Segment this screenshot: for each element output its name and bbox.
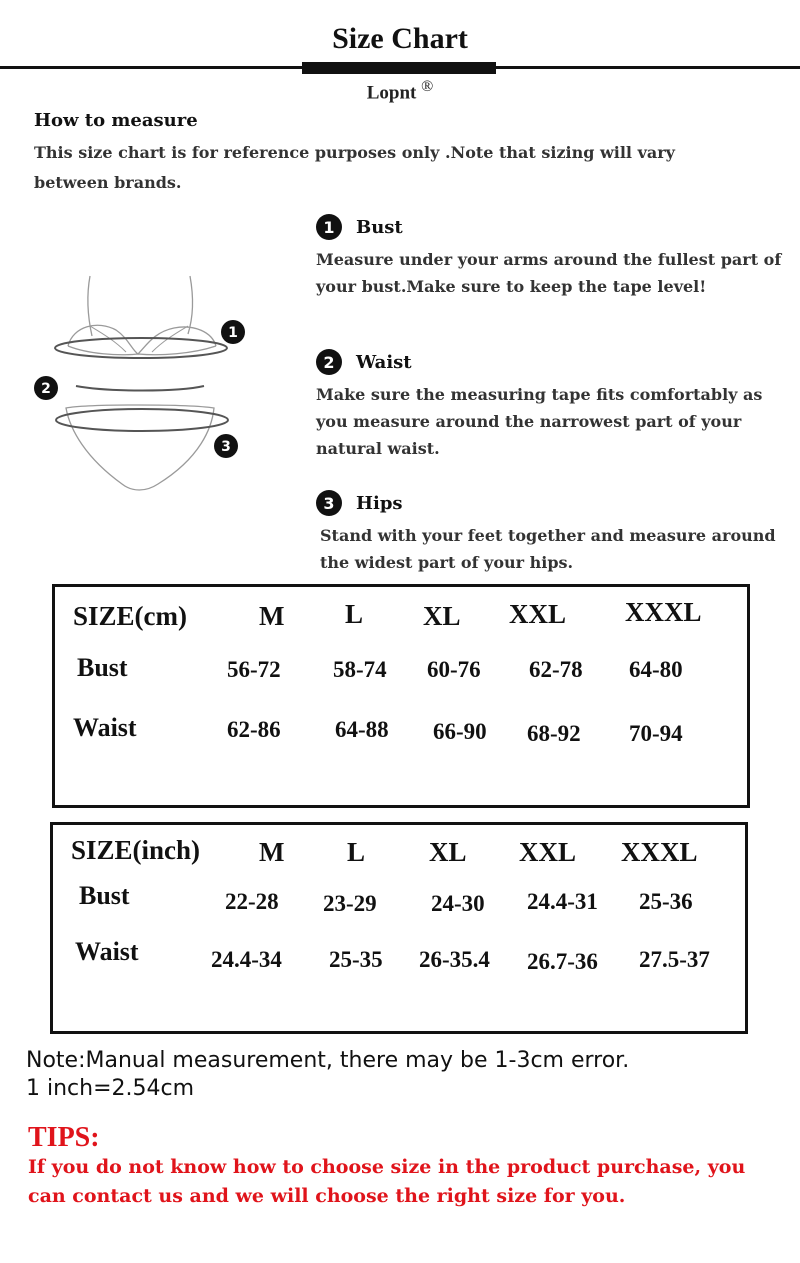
step-waist	[316, 349, 786, 462]
table-cell: 22-28	[225, 889, 279, 914]
brand-name	[0, 78, 800, 104]
table-cell: 68-92	[527, 721, 581, 746]
table-cell: 26.7-36	[527, 949, 598, 974]
how-to-measure-heading: How to measure	[34, 110, 198, 131]
table-cell: 56-72	[227, 657, 281, 682]
table-header-cell: XXL	[509, 599, 567, 629]
table-cell: 62-78	[529, 657, 583, 682]
table-cell: 24-30	[431, 891, 485, 916]
table-cell: 64-88	[335, 717, 389, 742]
table-cell: 58-74	[333, 657, 387, 682]
row-label: Bust	[79, 881, 130, 910]
size-table-inch	[50, 822, 748, 1034]
table-header-cell: SIZE(cm)	[73, 601, 187, 631]
step-description: Stand with your feet together and measure around the widest part of your hips.	[320, 526, 776, 572]
page-title: Size Chart	[332, 22, 468, 55]
registered-mark: ®	[421, 78, 434, 95]
table-header-cell: XXXL	[625, 597, 702, 627]
table-cell: 62-86	[227, 717, 281, 742]
note-line-1: Note:Manual measurement, there may be 1-3cm error.	[26, 1048, 630, 1073]
table-header-cell: L	[345, 599, 364, 629]
step-number-1-icon: 1	[316, 214, 342, 240]
step-number-3-icon: 3	[316, 490, 342, 516]
step-number-2-icon: 2	[316, 349, 342, 375]
step-title: Waist	[356, 351, 412, 373]
table-cell: 60-76	[427, 657, 481, 682]
svg-text:3: 3	[221, 439, 231, 455]
note-line-2: 1 inch=2.54cm	[26, 1076, 195, 1101]
table-cell: 70-94	[629, 721, 683, 746]
table-header-cell: SIZE(inch)	[71, 835, 201, 865]
table-cell: 24.4-34	[211, 947, 282, 972]
table-cell: 25-36	[639, 889, 693, 914]
step-hips	[316, 490, 786, 576]
how-to-measure-intro: This size chart is for reference purposes only .Note that sizing will vary between brands.	[34, 143, 675, 192]
size-table-cm	[52, 584, 750, 808]
step-description: Measure under your arms around the fullest part of your bust.Make sure to keep the tape level!	[316, 250, 782, 296]
svg-text:1: 1	[228, 325, 238, 341]
row-label: Bust	[77, 653, 128, 682]
table-cell: 26-35.4	[419, 947, 490, 972]
row-label: Waist	[73, 713, 137, 742]
table-header-cell: M	[259, 837, 285, 867]
table-cell: 25-35	[329, 947, 383, 972]
table-header-cell: XXL	[519, 837, 577, 867]
table-header-cell: XL	[423, 601, 461, 631]
step-description: Make sure the measuring tape fits comfortably as you measure around the narrowest part of your natural waist.	[316, 385, 763, 458]
table-cell: 66-90	[433, 719, 487, 744]
table-header-cell: M	[259, 601, 285, 631]
table-header-cell: L	[347, 837, 366, 867]
table-header-cell: XXXL	[621, 837, 698, 867]
step-title: Bust	[356, 216, 403, 238]
bikini-measure-illustration	[28, 268, 258, 508]
title-divider-accent	[302, 62, 496, 74]
table-cell: 64-80	[629, 657, 683, 682]
table-cell: 24.4-31	[527, 889, 598, 914]
step-bust	[316, 214, 786, 300]
svg-text:2: 2	[41, 381, 51, 397]
table-header-cell: XL	[429, 837, 467, 867]
tips-text: If you do not know how to choose size in the product purchase, you can contact us and we will choose the right size for you.	[28, 1156, 746, 1207]
brand-text: Lopnt	[366, 82, 417, 104]
step-title: Hips	[356, 492, 403, 514]
table-cell: 27.5-37	[639, 947, 710, 972]
table-cell: 23-29	[323, 891, 377, 916]
row-label: Waist	[75, 937, 139, 966]
measurement-note	[26, 1047, 796, 1103]
tips-heading: TIPS:	[28, 1122, 100, 1153]
